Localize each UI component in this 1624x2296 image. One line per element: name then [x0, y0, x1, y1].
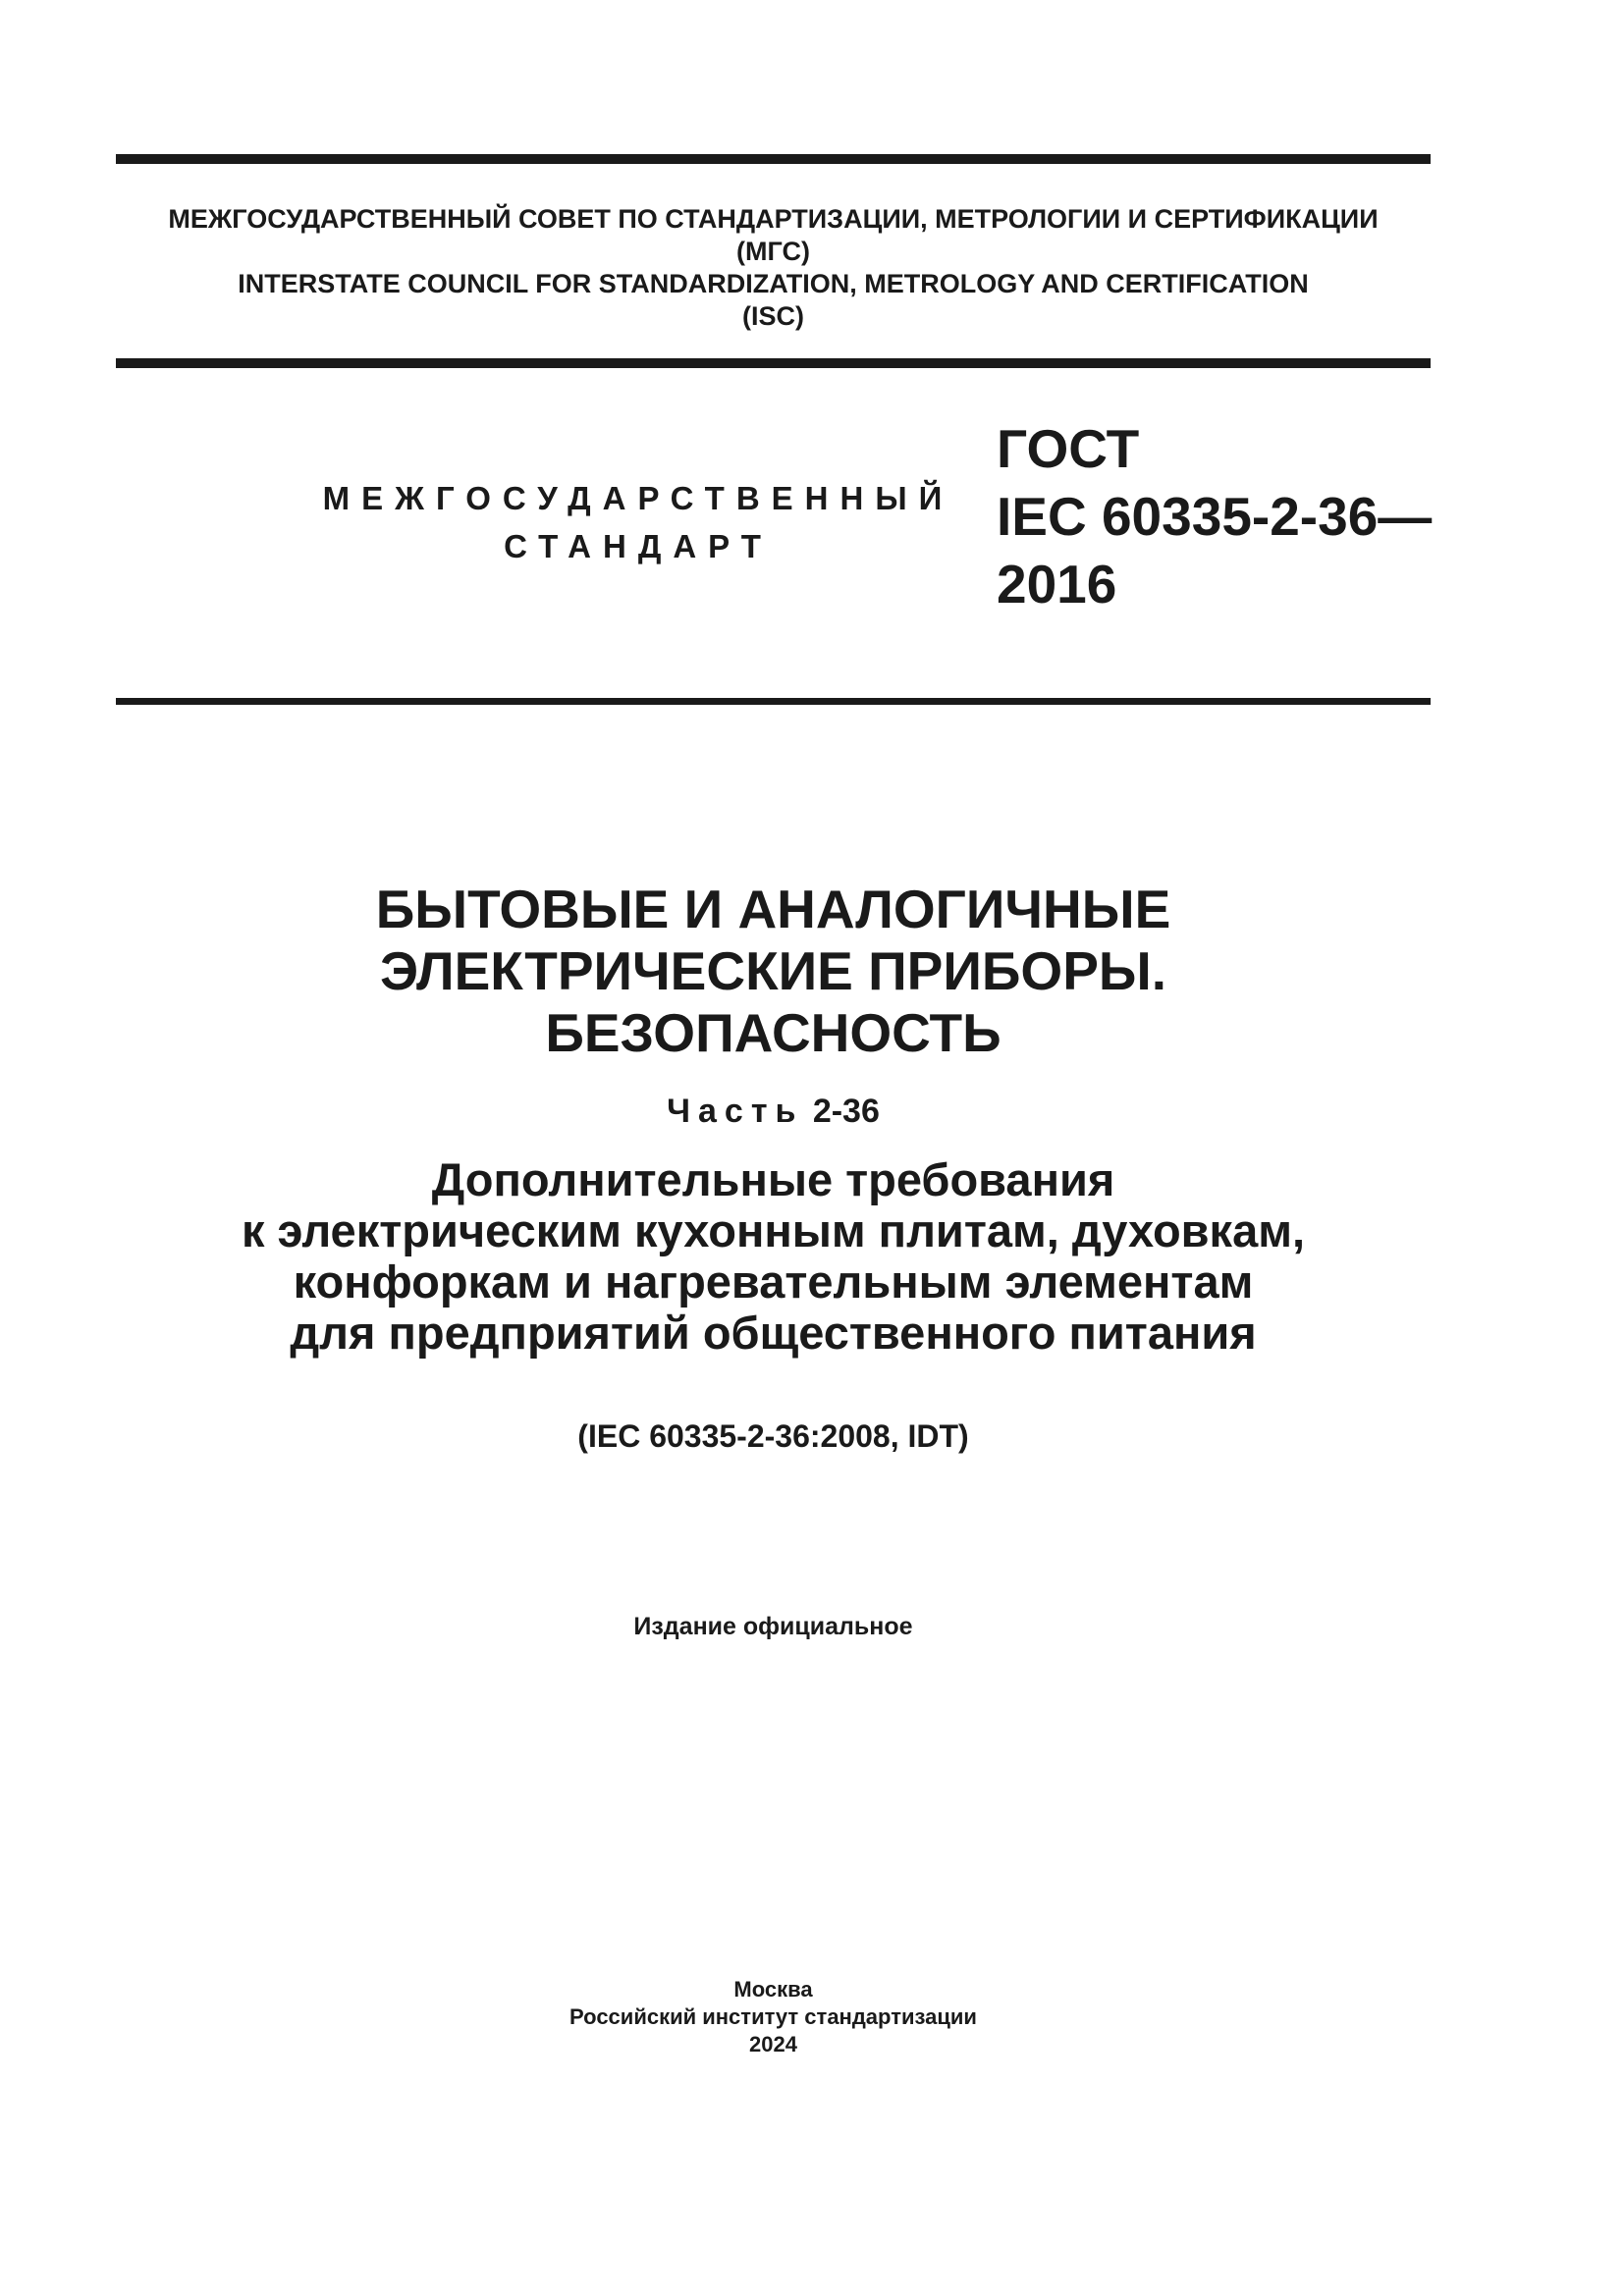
subtitle-line: к электрическим кухонным плитам, духовкам,	[241, 1204, 1306, 1256]
part-word: Часть	[667, 1093, 804, 1130]
top-rule	[116, 154, 1431, 164]
gost-designation	[997, 415, 1432, 618]
header-rule	[116, 358, 1431, 368]
imprint	[116, 1976, 1431, 2058]
iec-reference: (IEC 60335-2-36:2008, IDT)	[577, 1418, 969, 1454]
standard-kind	[295, 474, 982, 570]
subtitle-line: Дополнительные требования	[431, 1153, 1115, 1205]
gost-label: ГОСТ	[997, 418, 1140, 479]
standard-kind-line2: СТАНДАРТ	[504, 528, 773, 564]
part-number: 2-36	[812, 1093, 880, 1130]
title-line: БЫТОВЫЕ И АНАЛОГИЧНЫЕ	[375, 879, 1171, 939]
council-name-en: INTERSTATE COUNCIL FOR STANDARDIZATION, METROLOGY AND CERTIFICATION	[238, 269, 1309, 298]
imprint-city: Москва	[733, 1977, 813, 2002]
edition-note: Издание официальное	[633, 1613, 913, 1640]
council-abbr-ru: (МГС)	[736, 237, 810, 266]
gost-year: 2016	[997, 554, 1117, 614]
council-header	[116, 203, 1431, 333]
document-subtitle	[116, 1154, 1431, 1359]
title-line: ЭЛЕКТРИЧЕСКИЕ ПРИБОРЫ.	[379, 940, 1167, 1001]
standard-kind-line1: МЕЖГОСУДАРСТВЕННЫЙ	[322, 480, 954, 516]
subtitle-line: конфоркам и нагревательным элементам	[293, 1255, 1254, 1308]
gost-number: IEC 60335-2-36—	[997, 486, 1433, 547]
council-abbr-en: (ISC)	[742, 301, 804, 331]
part-heading	[116, 1090, 1431, 1133]
imprint-year: 2024	[749, 2032, 797, 2056]
imprint-publisher: Российский институт стандартизации	[569, 2004, 977, 2029]
subtitle-line: для предприятий общественного питания	[290, 1307, 1257, 1359]
designation-rule	[116, 698, 1431, 705]
document-title	[116, 879, 1431, 1064]
title-line: БЕЗОПАСНОСТЬ	[545, 1002, 1001, 1063]
council-name-ru: МЕЖГОСУДАРСТВЕННЫЙ СОВЕТ ПО СТАНДАРТИЗАЦИИ, МЕТРОЛОГИИ И СЕРТИФИКАЦИИ	[168, 204, 1379, 234]
